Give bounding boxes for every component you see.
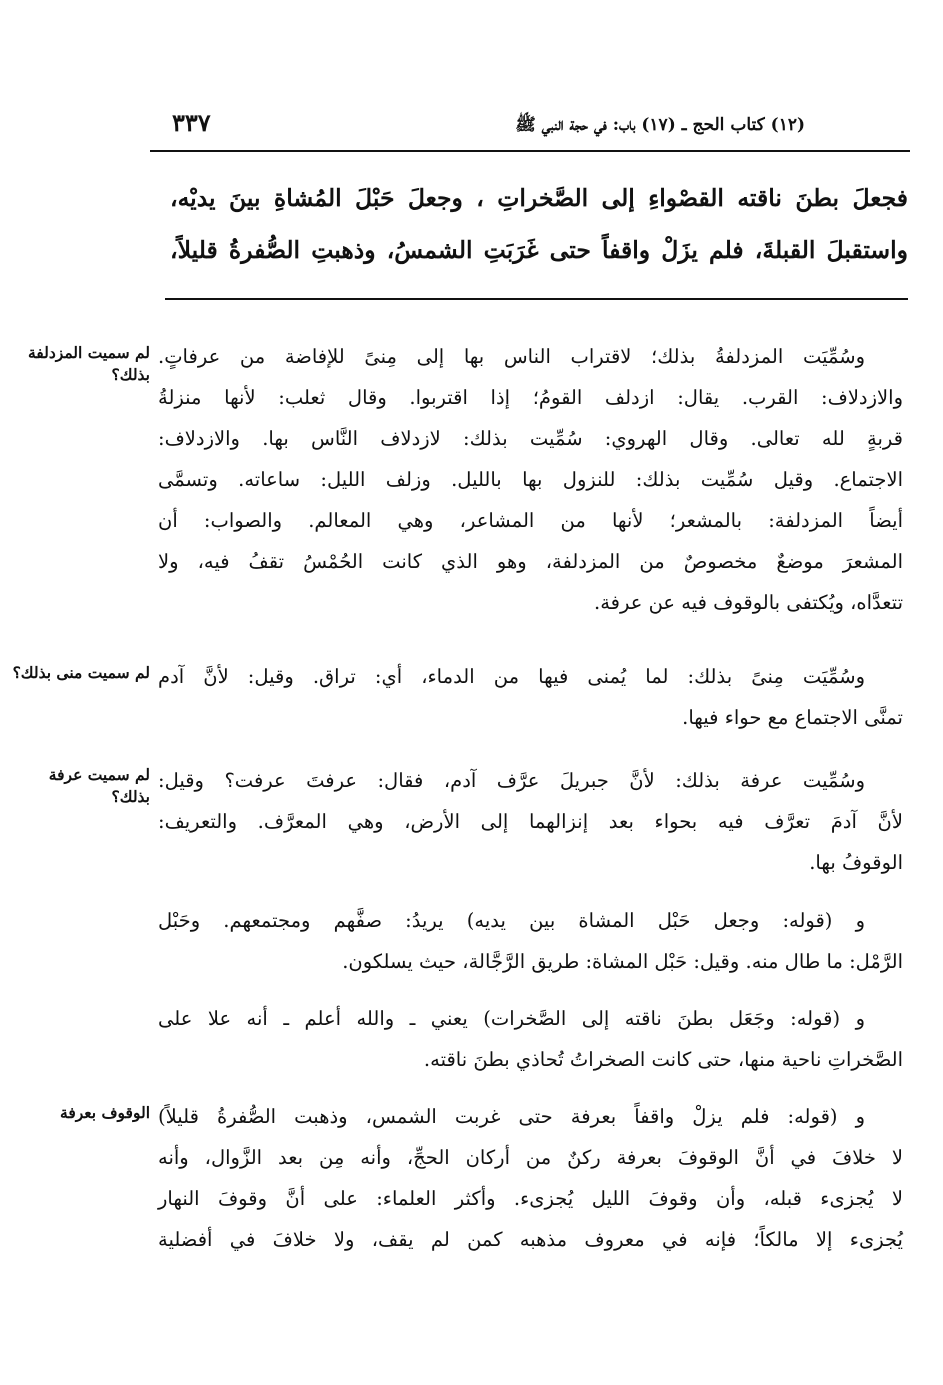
text-line: تتعدَّاه، ويُكتفى بالوقوف فيه عن عرفة. (594, 591, 903, 614)
page-header (150, 106, 905, 148)
text-line: لأنَّ آدمَ تعرَّف فيه بحواء بعد إنزالهما إلى الأرض، وهي المعرَّف. والتعريف: (158, 810, 903, 833)
hadith-divider (165, 298, 908, 300)
text-line: و (قوله: وجعل حَبْل المشاة بين يديه) يريدُ: صفَّهم ومجتمعهم. وحَبْل (158, 909, 865, 932)
hadith-text (170, 172, 908, 276)
text-line: يُجزىء إلا مالكاً؛ فإنه في معروف مذهبه كمن لم يقف، ولا خلافَ في أفضلية (158, 1228, 903, 1251)
hadith-line: فجعلَ بطنَ ناقته القصْواءِ إلى الصَّخراتِ ، وجعلَ حَبْلَ المُشاةِ بينَ يديْه، (170, 184, 908, 212)
text-line: الرَّمْل: ما طال منه. وقيل: حَبْل المشاة: طريق الرَّجَّالة، حيث يسلكون. (342, 950, 903, 973)
running-title: (١٢) كتاب الحج ـ (١٧) باب: في حجة النبي ﷺ (515, 115, 805, 135)
commentary-paragraph-habl (158, 900, 903, 982)
commentary-paragraph-arafa (158, 760, 903, 883)
commentary-paragraph-mina (158, 656, 903, 738)
text-line: لا يُجزىء قبله، وأن وقوفَ الليل يُجزىء. وأكثر العلماء: على أنَّ وقوفَ النهار (158, 1187, 903, 1210)
margin-note-mina: لم سميت منى بذلك؟ (12, 663, 150, 682)
commentary-paragraph-sakhrat (158, 998, 903, 1080)
commentary-paragraph-muzdalifa (158, 336, 903, 623)
text-line: الصَّخراتِ ناحية منها، حتى كانت الصخراتُ تُحاذي بطنَ ناقته. (423, 1048, 903, 1071)
text-line: وسُمِّيَت المزدلفةُ بذلك؛ لاقتراب الناس بها إلى مِنىً للإفاضة من عرفاتٍ. (158, 345, 865, 368)
text-line: الوقوفُ بها. (809, 851, 903, 874)
text-line: و (قوله: وجَعَل بطنَ ناقته إلى الصَّخرات) يعني ـ والله أعلم ـ أنه علا على (158, 1007, 865, 1030)
commentary-paragraph-wuquf (158, 1096, 903, 1260)
text-line: لا خلافَ في أنَّ الوقوفَ بعرفة ركنٌ من أركان الحجِّ، وأنه مِن بعد الزَّوال، وأنه (158, 1146, 903, 1169)
margin-note-wuquf: الوقوف بعرفة (60, 1103, 150, 1122)
hadith-line: واستقبلَ القبلةَ، فلم يزَلْ واقفاً حتى غَرَبَتِ الشمسُ، وذهبتِ الصُّفرةُ قليلاً، (170, 236, 908, 264)
text-line: تمنَّى الاجتماع مع حواء فيها. (682, 706, 903, 729)
header-divider (150, 150, 910, 152)
text-line: المشعرَ موضعٌ مخصوصٌ من المزدلفة، وهو الذي كانت الحُمْسُ تقفُ فيه، ولا (158, 550, 903, 573)
text-line: قربةٍ لله تعالى. وقال الهروي: سُمِّيت بذلك: لازدلاف النَّاس بها. والازدلاف: (158, 427, 903, 450)
text-line: و (قوله: فلم يزلْ واقفاً بعرفة حتى غربت الشمس، وذهبت الصُّفرةُ قليلاً) (158, 1105, 865, 1128)
text-line: أيضاً المزدلفة: بالمشعر؛ لأنها من المشاعر، وهي المعالم. والصواب: أن (158, 509, 903, 532)
text-line: وسُمِّيَت مِنىً بذلك: لما يُمنى فيها من الدماء، أي: تراق. وقيل: لأنَّ آدم (158, 665, 865, 688)
page-number: ٣٣٧ (172, 108, 211, 137)
margin-note-arafa: لم سميت عرفة بذلك؟ (48, 765, 150, 806)
text-line: والازدلاف: القرب. يقال: ازدلف القومُ؛ إذا اقتربوا. وقال ثعلب: لأنها منزلةُ (158, 386, 903, 409)
text-line: الاجتماع. وقيل سُمِّيت بذلك: للنزول بها بالليل. وزلف الليل: ساعاته. وتسمَّى (158, 468, 903, 491)
text-line: وسُمِّيت عرفة بذلك: لأنَّ جبريلَ عرَّف آدم، فقال: عرفتَ عرفت؟ وقيل: (158, 769, 865, 792)
margin-note-muzdalifa: لم سميت المزدلفة بذلك؟ (28, 343, 150, 384)
